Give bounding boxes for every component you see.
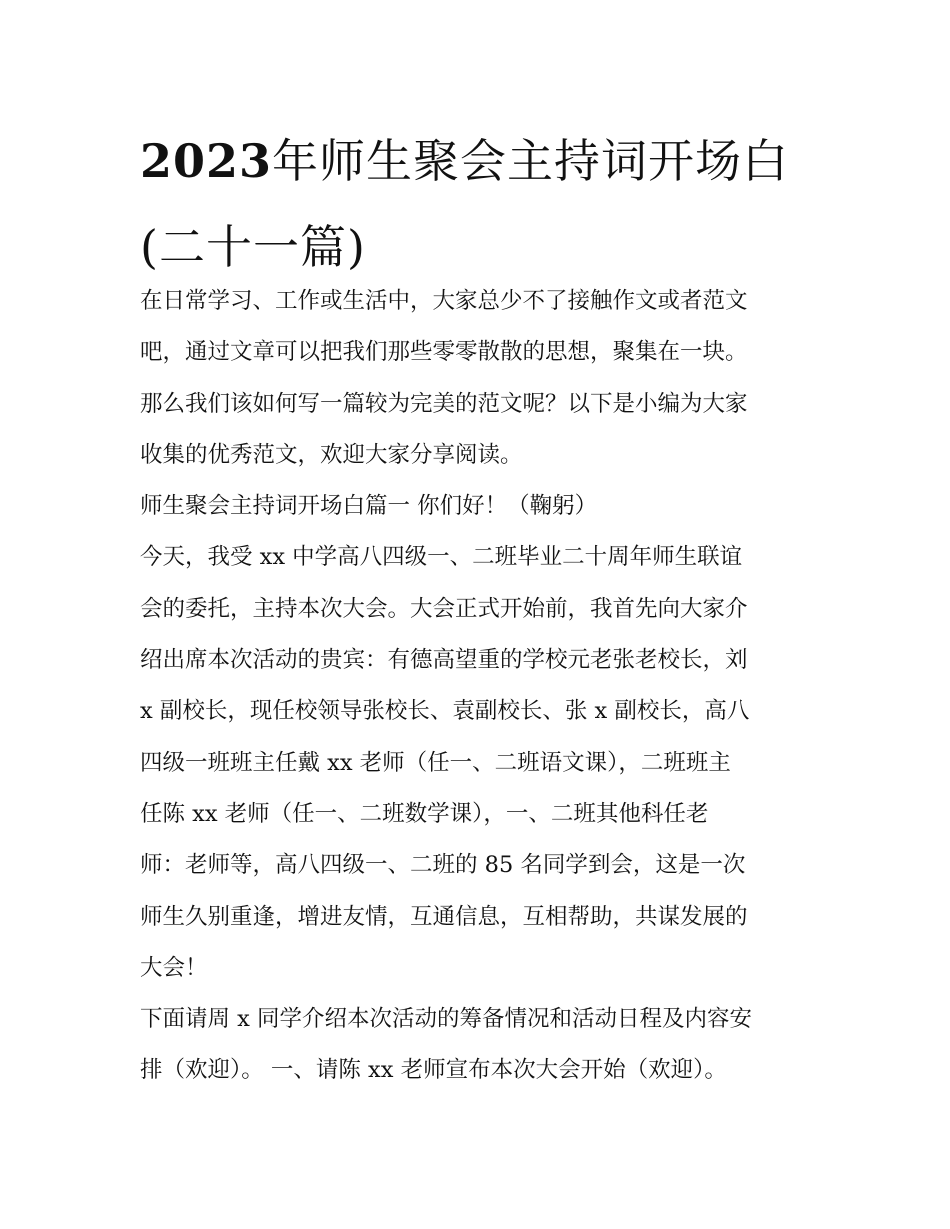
body-line: 师：老师等，高八四级一、二班的 85 名同学到会，这是一次 (140, 852, 746, 879)
body-line: 收集的优秀范文，欢迎大家分享阅读。 (140, 441, 523, 468)
body-line: 下面请周 x 同学介绍本次活动的筹备情况和活动日程及内容安 (140, 1006, 752, 1033)
body-line: 师生久别重逢，增进友情，互通信息，互相帮助，共谋发展的 (140, 903, 748, 930)
body-line: 今天，我受 xx 中学高八四级一、二班毕业二十周年师生联谊 (140, 544, 743, 571)
document-body (140, 276, 820, 1097)
title-line-1 (140, 118, 820, 204)
title-text: (二十一篇) (140, 220, 366, 274)
body-line: 绍出席本次活动的贵宾：有德高望重的学校元老张老校长，刘 (140, 647, 748, 674)
body-line: 在日常学习、工作或生活中，大家总少不了接触作文或者范文 (140, 288, 748, 314)
document-title (140, 118, 820, 290)
body-line: 会的委托，主持本次大会。大会正式开始前，我首先向大家介 (140, 595, 748, 622)
title-year: 2023 (140, 134, 273, 188)
section-heading: 师生聚会主持词开场白篇一 你们好！（鞠躬） (140, 493, 598, 520)
body-line: 那么我们该如何写一篇较为完美的范文呢？以下是小编为大家 (140, 390, 748, 417)
body-line: 大会！ (140, 954, 208, 981)
body-line: x 副校长，现任校领导张校长、袁副校长、张 x 副校长，高八 (140, 698, 750, 725)
title-text: 年师生聚会主持词开场白 (272, 134, 790, 188)
body-line: 四级一班班主任戴 xx 老师（任一、二班语文课），二班班主 (140, 749, 731, 776)
body-line: 排（欢迎）。 一、请陈 xx 老师宣布本次大会开始（欢迎）。 (140, 1057, 727, 1084)
body-line: 任陈 xx 老师（任一、二班数学课），一、二班其他科任老 (140, 800, 709, 827)
body-line: 吧，通过文章可以把我们那些零零散散的思想，聚集在一块。 (140, 339, 748, 366)
